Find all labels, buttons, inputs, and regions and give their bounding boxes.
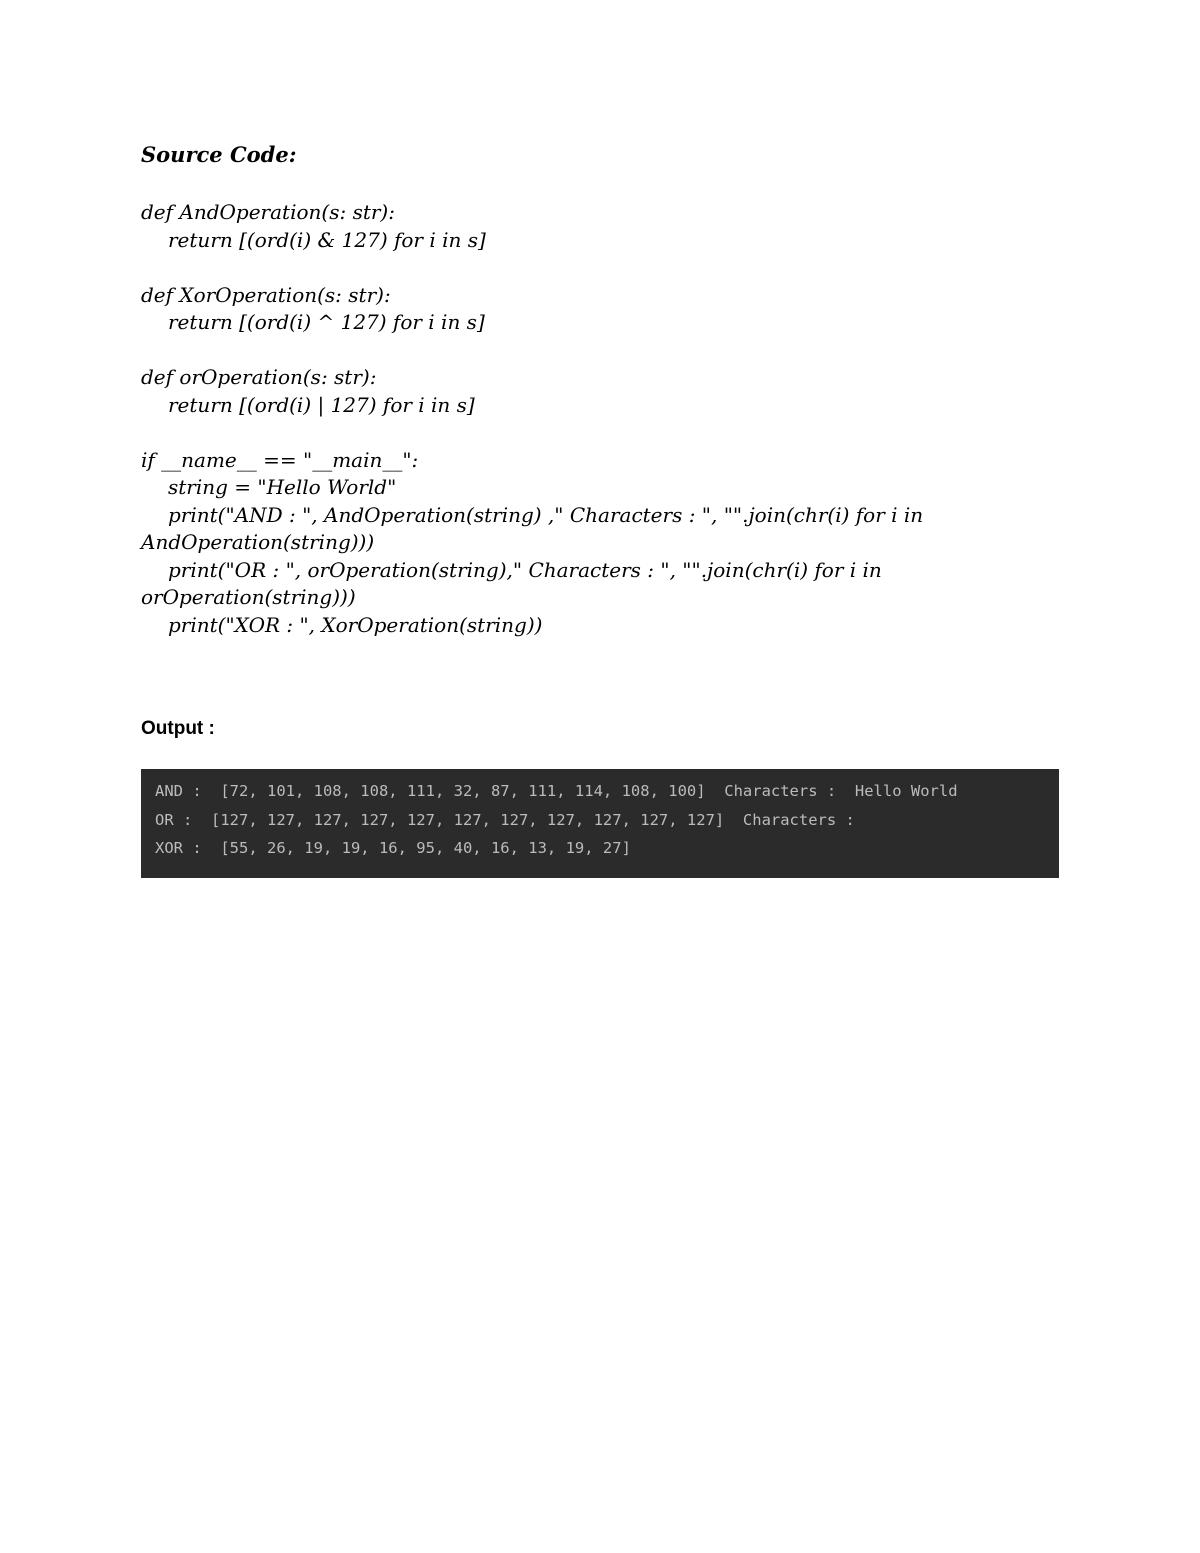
code-line: return [(ord(i) | 127) for i in s] xyxy=(168,392,475,417)
source-code-heading: Source Code: xyxy=(141,142,297,167)
code-line: def XorOperation(s: str): xyxy=(141,282,391,307)
code-line: orOperation(string))) xyxy=(141,585,356,609)
source-code-block xyxy=(141,199,1059,639)
code-line: print("AND : ", AndOperation(string) ," Characters : ", "".join(chr(i) for i in xyxy=(168,502,924,527)
code-line: return [(ord(i) & 127) for i in s] xyxy=(168,227,486,252)
console-output xyxy=(141,769,1059,878)
code-line: def AndOperation(s: str): xyxy=(141,200,395,224)
code-line: print("XOR : ", XorOperation(string)) xyxy=(168,612,543,637)
code-line: string = "Hello World" xyxy=(168,475,397,499)
blank-line xyxy=(141,337,1059,365)
blank-line xyxy=(141,254,1059,282)
code-line: if __name__ == "__main__": xyxy=(141,447,419,472)
console-line: XOR : [55, 26, 19, 19, 16, 95, 40, 16, 13, 19, 27] xyxy=(155,839,631,857)
console-line: AND : [72, 101, 108, 108, 111, 32, 87, 111, 114, 108, 100] Characters : Hello World xyxy=(155,782,958,800)
code-line: AndOperation(string))) xyxy=(141,530,375,554)
code-line: return [(ord(i) ^ 127) for i in s] xyxy=(168,310,485,334)
code-line: print("OR : ", orOperation(string)," Characters : ", "".join(chr(i) for i in xyxy=(168,557,882,582)
blank-line xyxy=(141,419,1059,447)
console-line: OR : [127, 127, 127, 127, 127, 127, 127, 127, 127, 127, 127] Characters :  xyxy=(155,810,874,829)
output-label: Output : xyxy=(141,718,215,739)
code-line: def orOperation(s: str): xyxy=(141,365,377,389)
